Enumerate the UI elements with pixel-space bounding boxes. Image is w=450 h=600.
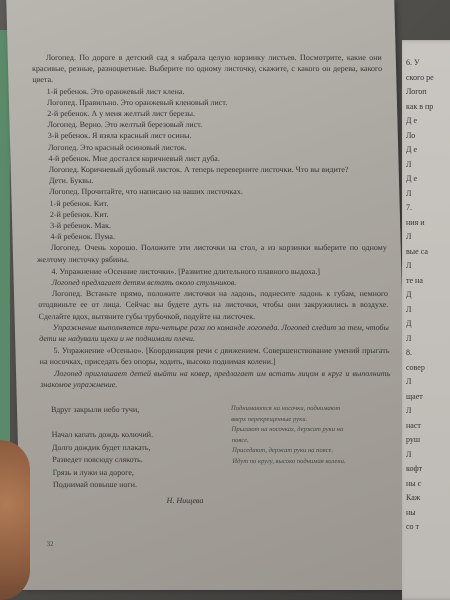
right-page-fragment: Д xyxy=(406,319,412,328)
paragraph: Дети. Буквы. xyxy=(48,176,94,186)
paragraph: Логопед предлагает детям встать около стульчиков. xyxy=(51,278,237,288)
poem-note-line: Прыгают на носочках, держат руки на xyxy=(231,426,344,434)
paragraph: Логопед. Очень хорошо. Положите эти листочки на стол, а из корзинки выберите по одному желтому листочку рябины. xyxy=(36,243,387,264)
poem-line: Вдруг закрыли небо тучи, xyxy=(50,405,140,415)
poem-note-line: поясе. xyxy=(231,436,249,444)
right-book-page xyxy=(402,40,450,600)
paragraph: Логопед. Коричневый дубовый листок. А теперь переверните листочки. Что вы видите? xyxy=(48,165,349,175)
paragraph: Логопед приглашает детей выйти на ковер, предлагает им встать лицом в круг и выполнить знакомое упражнение. xyxy=(40,368,391,389)
poem-line: Разведет повсюду слякоть. xyxy=(52,455,143,465)
page-text xyxy=(32,52,394,506)
exercise-heading: 5. Упражнение «Осенью». [Координация речи с движением. Совершенствование умений прыгать на носочках, приседать без опоры, ходить, высоко поднимая колени.] xyxy=(39,346,390,367)
right-page-fragment: Л xyxy=(406,333,412,343)
right-page-fragment: Л xyxy=(406,406,412,415)
finger xyxy=(0,440,30,600)
paragraph: 1-й ребенок. Это оранжевый лист клена. xyxy=(46,86,185,96)
poem-author: Н. Нищева xyxy=(166,495,204,505)
poem-line: Поднимай повыше ноги. xyxy=(52,480,138,490)
paragraph: Логопед. Встаньте прямо, положите листочки на ладонь, поднесите ладонь к губам, немного отодвиньте ее от лица. Сейчас вы будете дуть на листочки, чтобы они закружились в воздухе. Сделайте вдох, вытяните губы трубочкой, подуйте на листочек. xyxy=(38,289,389,321)
right-page-fragment: Л xyxy=(406,159,412,169)
right-page-fragment: Л xyxy=(406,261,412,270)
right-page-fragment: Л xyxy=(406,188,412,198)
right-page-fragment: вые са xyxy=(406,246,428,256)
right-page-fragment: руш xyxy=(406,435,421,444)
right-page-fragment: 6. У xyxy=(406,58,420,67)
paragraph: Логопед. Это красный осиновый листок. xyxy=(48,142,187,152)
paragraph: Логопед. Прочитайте, что написано на ваших листочках. xyxy=(49,187,243,197)
page-number: 32 xyxy=(46,540,54,548)
right-page-fragment: кофт xyxy=(406,464,423,473)
paragraph: 3-й ребенок. Мак. xyxy=(50,221,112,231)
right-page-fragment: как в пр xyxy=(406,101,434,111)
poem-line: Долго дождик будет плакать, xyxy=(51,442,151,452)
left-book-page xyxy=(6,0,412,590)
right-page-fragment: Л xyxy=(406,232,412,241)
paragraph: 4-й ребенок. Пума. xyxy=(50,232,116,242)
poem-line: Начал капать дождь колючий. xyxy=(51,430,154,440)
right-page-fragment: Д е xyxy=(406,116,418,125)
paragraph: 2-й ребенок. Кит. xyxy=(49,209,109,219)
exercise-heading: 4. Упражнение «Осенние листочки». [Развитие длительного плавного выдоха.] xyxy=(51,266,321,276)
poem-block xyxy=(41,404,394,506)
right-page-fragment: Л xyxy=(406,377,412,386)
right-page-fragment: 8. xyxy=(406,348,412,357)
paragraphs xyxy=(32,52,391,390)
paragraph: 1-й ребенок. Кит. xyxy=(49,198,109,208)
right-page-fragment: Ло xyxy=(406,130,416,140)
right-page-fragment: совер xyxy=(406,362,425,372)
poem-line xyxy=(51,417,201,429)
right-page-fragment: со т xyxy=(406,522,420,531)
paragraph: 4-й ребенок. Мне достался коричневый лист дуба. xyxy=(48,153,220,163)
poem-note-line: Идут по кругу, высоко поднимая колени. xyxy=(232,457,346,465)
poem-note-line: Поднимаются на носочки, поднимают xyxy=(230,405,341,413)
poem-note-line: вверх перекрещенные руки. xyxy=(231,415,308,423)
poem-note-line: Приседают, держат руки на поясе. xyxy=(231,447,334,455)
right-page-fragment: те на xyxy=(406,275,423,285)
paragraph: 2-й ребенок. А у меня желтый лист березы. xyxy=(47,109,196,119)
right-page-fragment: наст xyxy=(406,420,421,430)
right-page-fragment: Д е xyxy=(406,145,418,154)
paragraph: Логопед. Правильно. Это оранжевый кленовый лист. xyxy=(46,97,228,107)
right-page-fragment: ского ре xyxy=(406,72,434,82)
paragraph: Логопед. По дороге в детский сад я набрала целую корзинку листьев. Посмотрите, какие они красивые, резные, разноцветные. Выберите по одному листочку, скажите, с какого он дерева, какого цвета. xyxy=(31,53,383,85)
right-page-fragment: ны с xyxy=(406,478,422,488)
right-page-fragment: щает xyxy=(406,391,423,401)
right-page-fragment: Д xyxy=(406,290,412,299)
right-page-fragment: Каж xyxy=(406,493,421,502)
right-page-fragment: ны xyxy=(406,507,416,517)
poem-line: Грязь и лужи на дороге, xyxy=(52,467,134,477)
right-page-fragment: Л xyxy=(406,304,412,314)
right-page-fragment: Л xyxy=(406,449,412,459)
poem-notes xyxy=(231,404,394,506)
paragraph: 3-й ребенок. Я взяла красный лист осины. xyxy=(47,131,192,141)
poem xyxy=(41,404,204,506)
paragraph: Упражнение выполняется три-четыре раза по команде логопеда. Логопед следит за тем, чтобы дети не надували щеки и не поднимали плечи. xyxy=(39,322,389,344)
paragraph: Логопед. Верно. Это желтый березовый лист. xyxy=(47,120,203,130)
right-page-fragment: ния и xyxy=(406,217,425,227)
right-page-fragment: 7. xyxy=(406,203,412,212)
right-page-fragment: Логоп xyxy=(406,87,427,96)
right-page-fragment: Д е xyxy=(406,174,418,183)
